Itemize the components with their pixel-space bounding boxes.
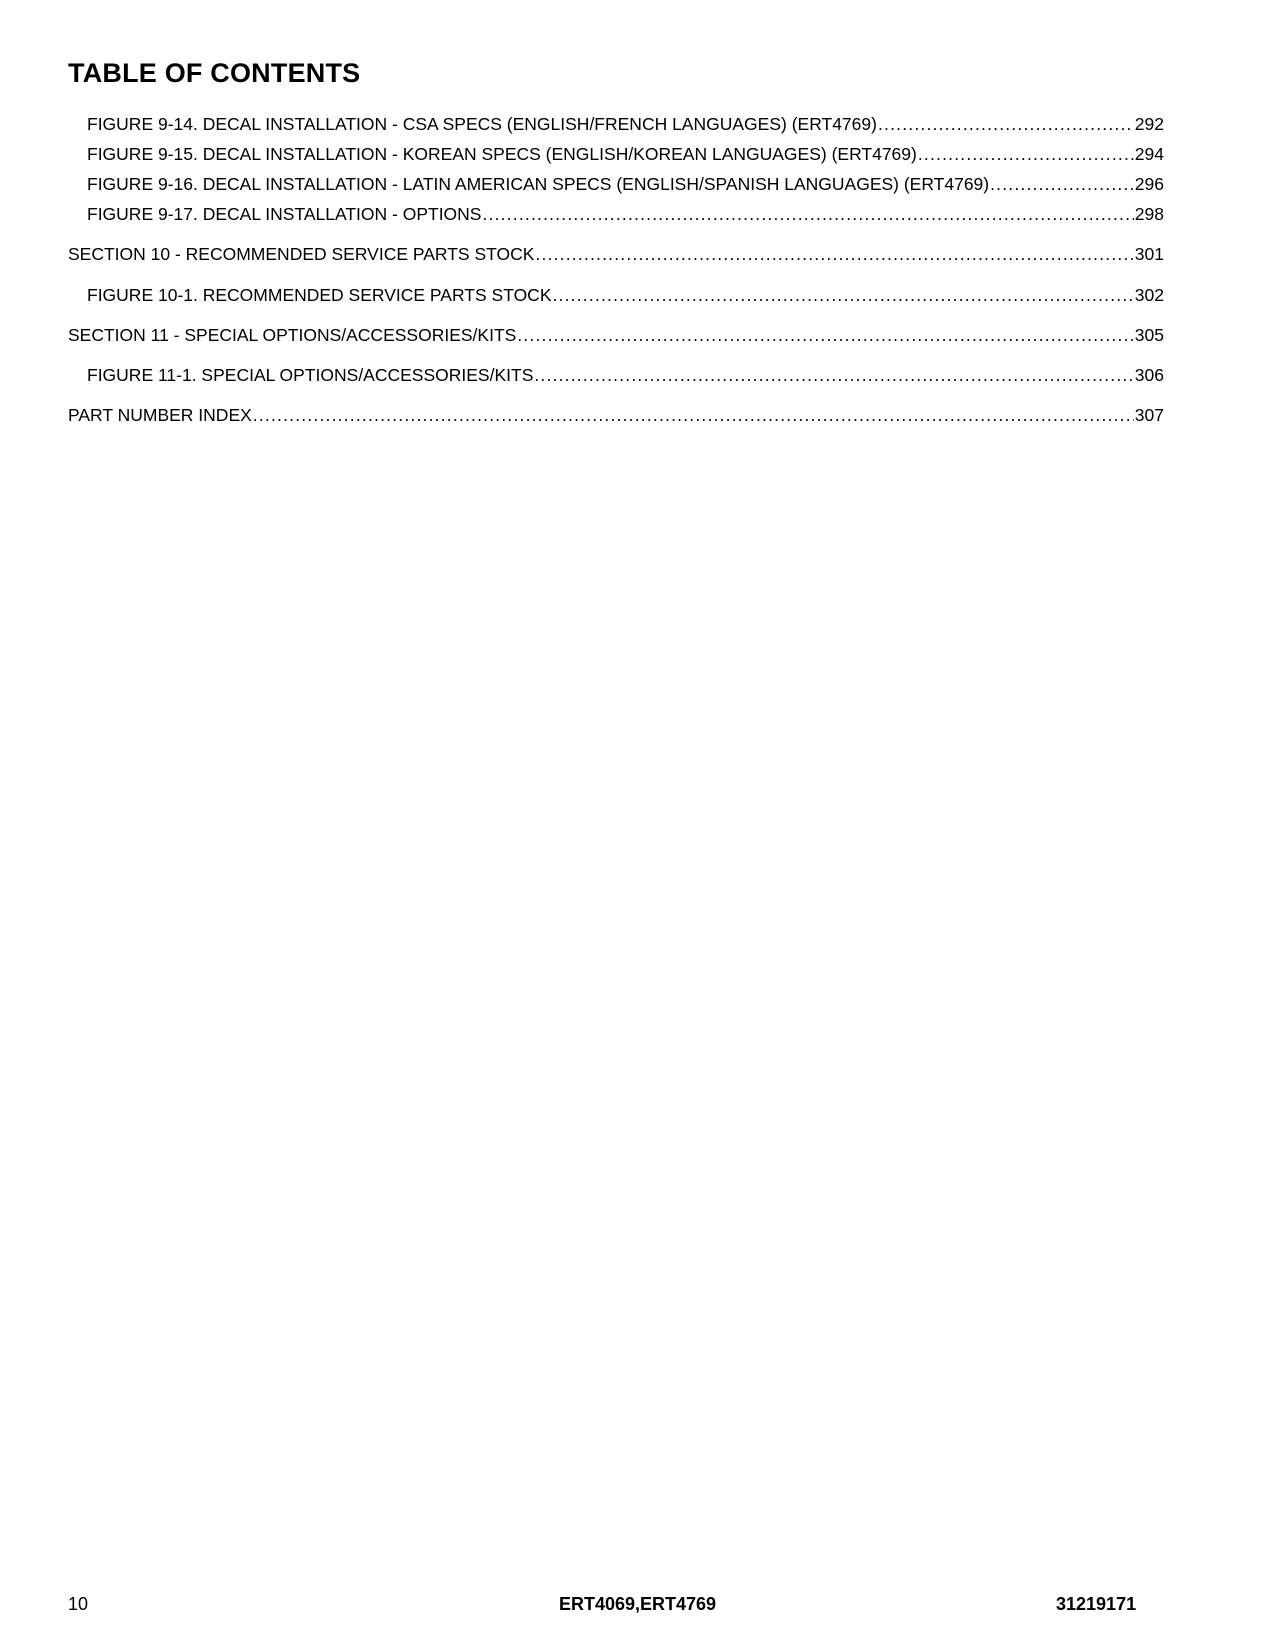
dot-leader: [253, 403, 1134, 427]
toc-entry-label: FIGURE 9-15. DECAL INSTALLATION - KOREAN SPECS (ENGLISH/KOREAN LANGUAGES) (ERT4769): [87, 144, 917, 164]
dot-leader: [878, 112, 1134, 136]
toc-entry-label: FIGURE 9-16. DECAL INSTALLATION - LATIN AMERICAN SPECS (ENGLISH/SPANISH LANGUAGES) (ERT4769): [87, 174, 990, 194]
toc-entry-page: 294: [1134, 144, 1164, 164]
toc-entry-figure-11-1[interactable]: [68, 363, 1164, 387]
toc-entry-part-number-index[interactable]: [68, 403, 1164, 427]
toc-entry-label: FIGURE 10-1. RECOMMENDED SERVICE PARTS STOCK: [87, 285, 552, 305]
dot-leader: [482, 202, 1133, 226]
toc-entry-figure-9-16[interactable]: [68, 172, 1164, 196]
toc-entry-section-10[interactable]: [68, 242, 1164, 266]
toc-entry-page: 307: [1134, 405, 1164, 425]
dot-leader: [553, 283, 1134, 307]
toc-entry-figure-9-14[interactable]: [68, 112, 1164, 136]
dot-leader: [534, 363, 1133, 387]
dot-leader: [517, 323, 1133, 347]
dot-leader: [990, 172, 1134, 196]
toc-entry-page: 302: [1134, 285, 1164, 305]
footer-page-number: 10: [68, 1594, 89, 1614]
toc-entry-page: 301: [1134, 244, 1164, 264]
toc-entry-page: 296: [1134, 174, 1164, 194]
toc-entry-label: SECTION 11 - SPECIAL OPTIONS/ACCESSORIES/KITS: [68, 325, 517, 345]
toc-entry-label: FIGURE 9-14. DECAL INSTALLATION - CSA SPECS (ENGLISH/FRENCH LANGUAGES) (ERT4769): [87, 114, 877, 134]
toc-entry-label: FIGURE 11-1. SPECIAL OPTIONS/ACCESSORIES/KITS: [87, 365, 534, 385]
dot-leader: [918, 142, 1134, 166]
toc-entry-page: 292: [1134, 114, 1164, 134]
toc-entry-figure-9-15[interactable]: [68, 142, 1164, 166]
toc-entry-page: 305: [1134, 325, 1164, 345]
toc-entry-label: FIGURE 9-17. DECAL INSTALLATION - OPTIONS: [87, 204, 482, 224]
page-title: TABLE OF CONTENTS: [68, 58, 361, 88]
toc-entry-section-11[interactable]: [68, 323, 1164, 347]
footer-models: ERT4069,ERT4769: [558, 1594, 717, 1614]
toc-entry-label: SECTION 10 - RECOMMENDED SERVICE PARTS STOCK: [68, 244, 535, 264]
toc-entry-label: PART NUMBER INDEX: [68, 405, 252, 425]
toc-entry-figure-10-1[interactable]: [68, 283, 1164, 307]
dot-leader: [535, 242, 1133, 266]
toc-entry-figure-9-17[interactable]: [68, 202, 1164, 226]
footer-doc-number: 31219171: [1056, 1594, 1137, 1614]
toc-entry-page: 298: [1134, 204, 1164, 224]
toc-entry-page: 306: [1134, 365, 1164, 385]
